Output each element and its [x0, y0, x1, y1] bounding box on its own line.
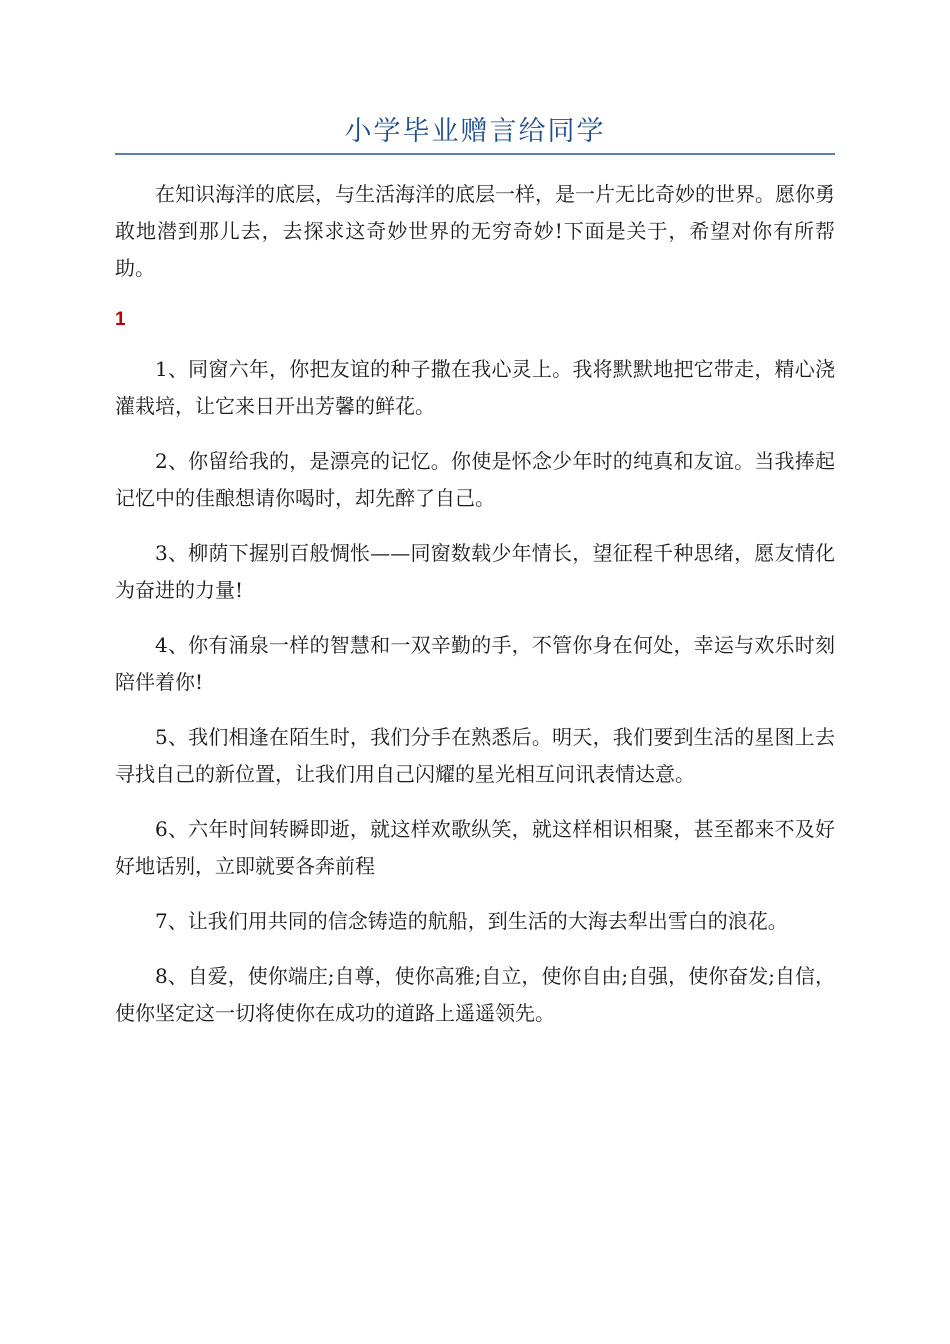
title-divider: [115, 153, 835, 155]
list-item: 2、你留给我的，是漂亮的记忆。你使是怀念少年时的纯真和友谊。当我捧起记忆中的佳酿想请你喝时，却先醉了自己。: [115, 449, 835, 510]
list-item: 4、你有涌泉一样的智慧和一双辛勤的手，不管你身在何处，幸运与欢乐时刻陪伴着你!: [115, 633, 835, 694]
page-title: 小学毕业赠言给同学: [344, 116, 606, 147]
list-item: 5、我们相逢在陌生时，我们分手在熟悉后。明天，我们要到生活的星图上去寻找自己的新位置，让我们用自己闪耀的星光相互问讯表情达意。: [115, 725, 835, 786]
section-number: 1: [115, 309, 126, 330]
list-item: 8、自爱，使你端庄;自尊，使你高雅;自立，使你自由;自强，使你奋发;自信，使你坚定这一切将使你在成功的道路上遥遥领先。: [115, 964, 835, 1025]
list-item: 1、同窗六年，你把友谊的种子撒在我心灵上。我将默默地把它带走，精心浇灌栽培，让它来日开出芳馨的鲜花。: [115, 357, 835, 418]
list-item: 6、六年时间转瞬即逝，就这样欢歌纵笑，就这样相识相聚，甚至都来不及好好地话别，立即就要各奔前程: [115, 817, 835, 878]
intro-paragraph: 在知识海洋的底层，与生活海洋的底层一样，是一片无比奇妙的世界。愿你勇敢地潜到那儿去，去探求这奇妙世界的无穷奇妙!下面是关于，希望对你有所帮助。: [115, 182, 835, 280]
document-body: [115, 176, 835, 1050]
list-item: 7、让我们用共同的信念铸造的航船，到生活的大海去犁出雪白的浪花。: [155, 909, 788, 933]
list-item: 3、柳荫下握别百般惆怅——同窗数载少年情长，望征程千种思绪，愿友情化为奋进的力量!: [115, 541, 835, 602]
